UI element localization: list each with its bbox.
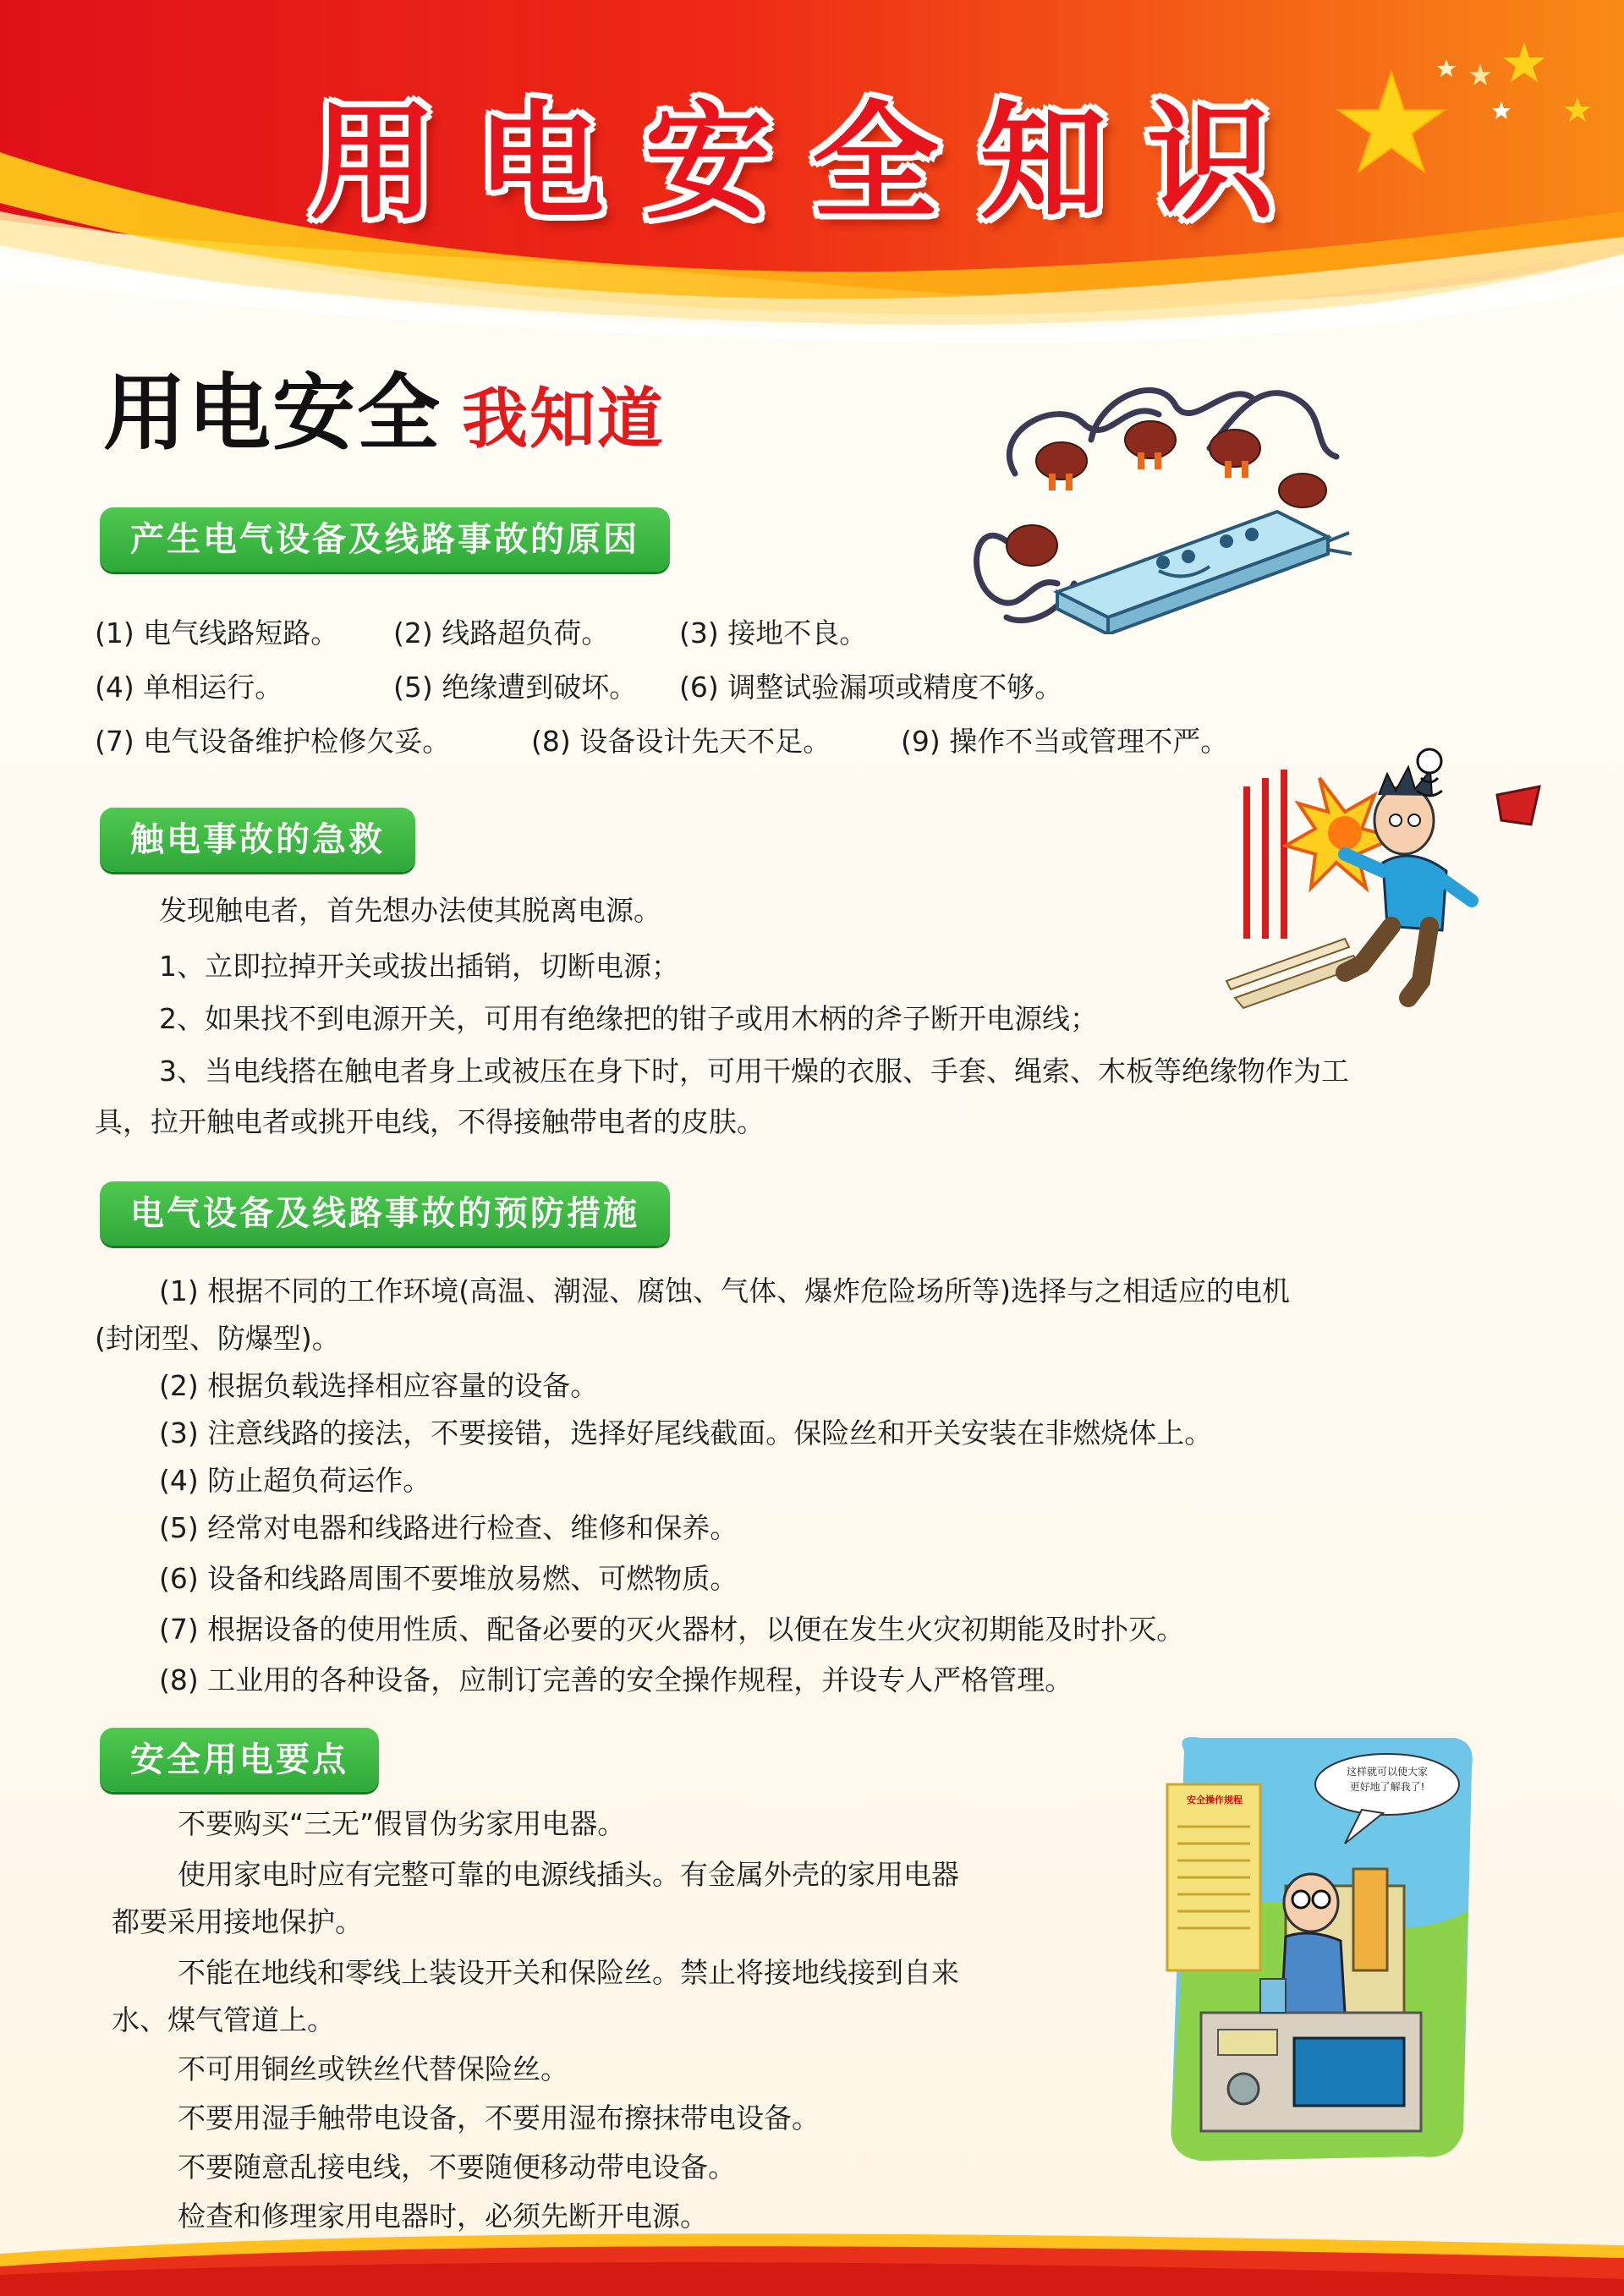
rescue-intro: 发现触电者，首先想办法使其脱离电源。 bbox=[159, 894, 661, 927]
power-strip-illustration bbox=[956, 364, 1362, 634]
electric-shock-illustration bbox=[1218, 744, 1556, 1023]
prevention-line: (2) 根据负载选择相应容量的设备。 bbox=[159, 1369, 599, 1402]
tip-line: 都要采用接地保护。 bbox=[112, 1905, 363, 1938]
subtitle-part2: 我知道 bbox=[462, 381, 666, 458]
cause-item: (5) 绝缘遭到破坏。 bbox=[393, 671, 638, 704]
prevention-line: (6) 设备和线路周围不要堆放易燃、可燃物质。 bbox=[159, 1562, 738, 1595]
cause-item: (1) 电气线路短路。 bbox=[95, 616, 339, 649]
page-title: 用电安全知识 bbox=[309, 90, 1314, 237]
subtitle-part1: 用电安全 bbox=[103, 365, 442, 462]
section-heading-rescue: 触电事故的急救 bbox=[100, 808, 415, 872]
tip-line: 检查和修理家用电器时，必须先断开电源。 bbox=[178, 2200, 708, 2233]
tip-line: 不能在地线和零线上装设开关和保险丝。禁止将接地线接到自来 bbox=[178, 1956, 959, 1989]
rescue-line: 3、当电线搭在触电者身上或被压在身下时，可用干燥的衣服、手套、绳索、木板等绝缘物作为工 bbox=[159, 1055, 1349, 1088]
sign-title: 安全操作规程 bbox=[1187, 1795, 1243, 1806]
prevention-line: (1) 根据不同的工作环境(高温、潮湿、腐蚀、气体、爆炸危险场所等)选择与之相适应的电机 bbox=[159, 1274, 1290, 1307]
prevention-line: (4) 防止超负荷运作。 bbox=[159, 1464, 431, 1497]
subtitle bbox=[103, 365, 666, 462]
cause-item: (2) 线路超负荷。 bbox=[393, 616, 610, 649]
prevention-line: (5) 经常对电器和线路进行检查、维修和保养。 bbox=[159, 1511, 738, 1544]
cause-item: (3) 接地不良。 bbox=[679, 616, 868, 649]
speech-bubble-text bbox=[1324, 1764, 1451, 1795]
tip-line: 不要用湿手触带电设备，不要用湿布擦抹带电设备。 bbox=[178, 2101, 820, 2134]
tip-line: 水、煤气管道上。 bbox=[112, 2003, 335, 2036]
cause-item: (4) 单相运行。 bbox=[95, 671, 283, 704]
speech-line-2: 更好地了解我了! bbox=[1349, 1781, 1425, 1793]
rescue-line: 1、立即拉掉开关或拔出插销，切断电源； bbox=[159, 950, 679, 983]
section-heading-causes: 产生电气设备及线路事故的原因 bbox=[100, 507, 670, 572]
footer-band bbox=[0, 2220, 1624, 2296]
tip-line: 不要购买“三无”假冒伪劣家用电器。 bbox=[178, 1807, 626, 1840]
cause-item: (7) 电气设备维护检修欠妥。 bbox=[95, 725, 451, 758]
prevention-line: (7) 根据设备的使用性质、配备必要的灭火器材，以便在发生火灾初期能及时扑灭。 bbox=[159, 1613, 1185, 1646]
prevention-line: (3) 注意线路的接法，不要接错，选择好尾线截面。保险丝和开关安装在非燃烧体上。 bbox=[159, 1417, 1213, 1449]
rescue-line: 2、如果找不到电源开关，可用有绝缘把的钳子或用木柄的斧子断开电源线； bbox=[159, 1002, 1098, 1035]
speech-line-1: 这样就可以使大家 bbox=[1346, 1766, 1428, 1778]
cause-item: (9) 操作不当或管理不严。 bbox=[901, 725, 1229, 758]
prevention-line: (封闭型、防爆型)。 bbox=[95, 1322, 340, 1355]
section-heading-tips: 安全用电要点 bbox=[100, 1728, 379, 1792]
prevention-line: (8) 工业用的各种设备，应制订完善的安全操作规程，并设专人严格管理。 bbox=[159, 1663, 1073, 1696]
rescue-line: 具，拉开触电者或挑开电线，不得接触带电者的皮肤。 bbox=[95, 1105, 765, 1138]
tip-line: 不要随意乱接电线，不要随便移动带电设备。 bbox=[178, 2151, 736, 2184]
cause-item: (8) 设备设计先天不足。 bbox=[531, 725, 831, 758]
tip-line: 不可用铜丝或铁丝代替保险丝。 bbox=[178, 2052, 568, 2085]
tip-line: 使用家电时应有完整可靠的电源线插头。有金属外壳的家用电器 bbox=[178, 1858, 959, 1891]
machine-operator-illustration bbox=[1150, 1734, 1480, 2165]
section-heading-prevention: 电气设备及线路事故的预防措施 bbox=[100, 1181, 670, 1246]
cause-item: (6) 调整试验漏项或精度不够。 bbox=[679, 671, 1063, 704]
